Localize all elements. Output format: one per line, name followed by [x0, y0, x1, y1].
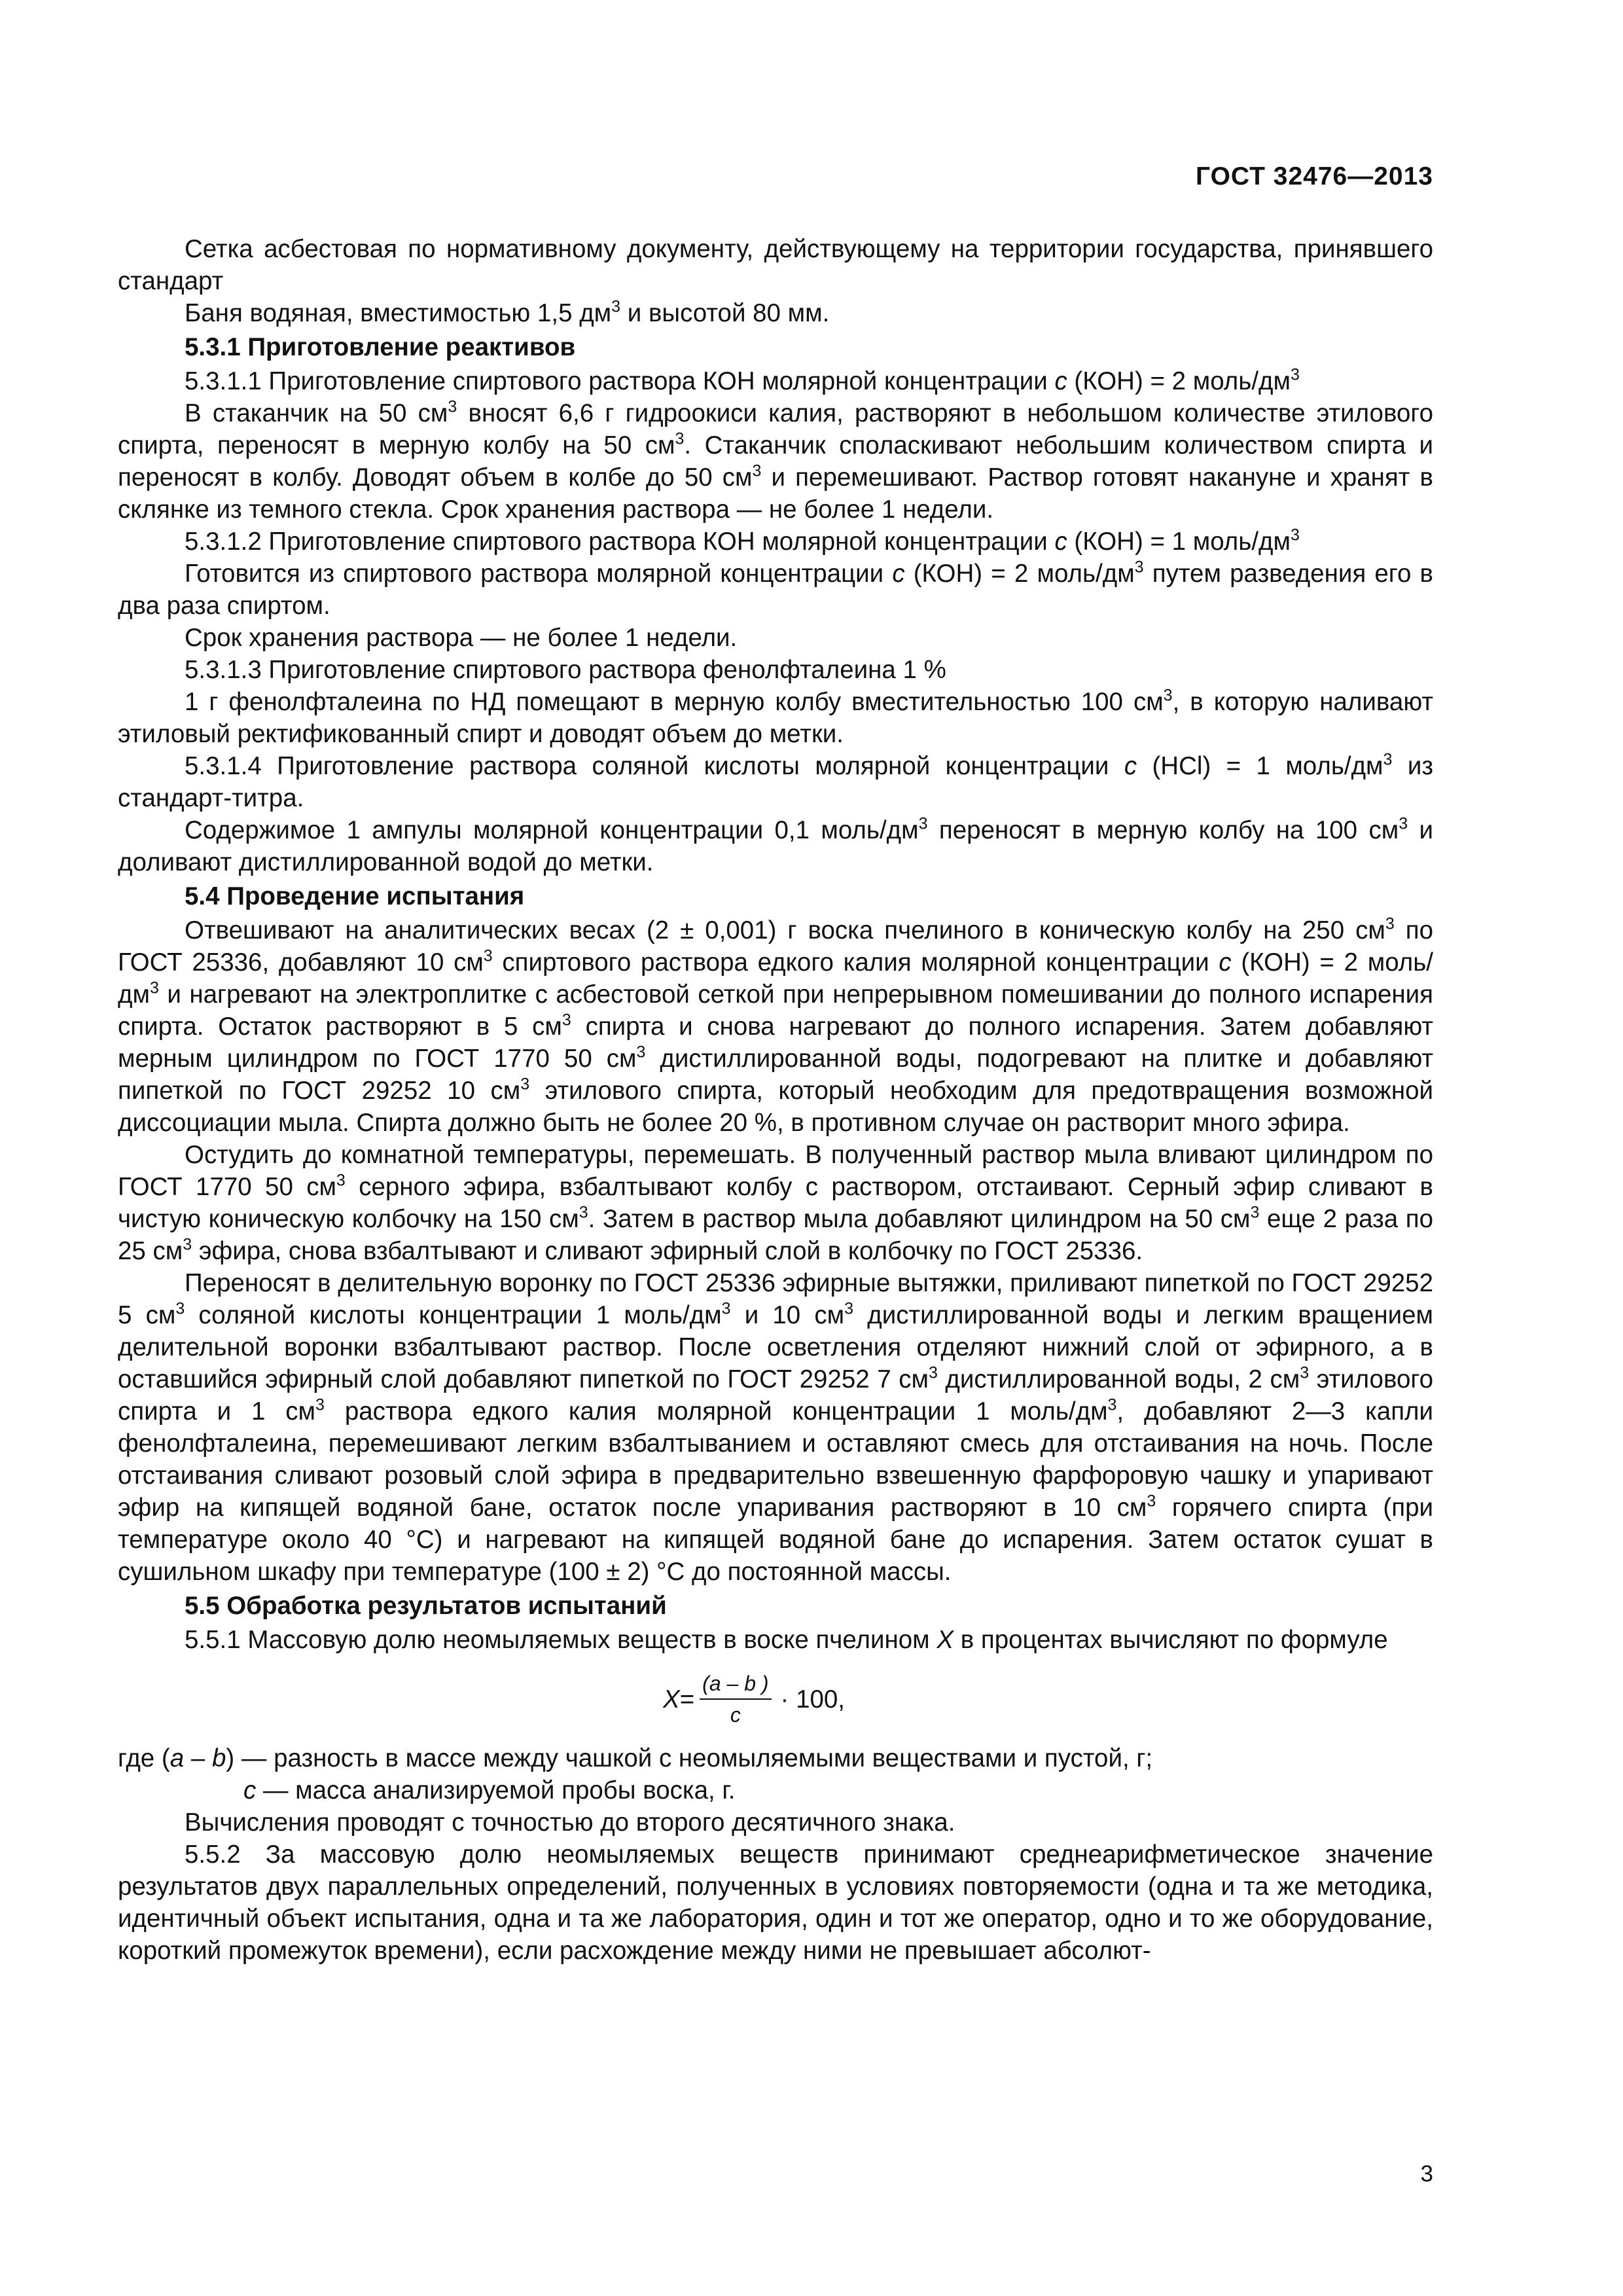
- formula-equals: =: [679, 1685, 695, 1713]
- page-number: 3: [1420, 2161, 1433, 2187]
- paragraph: 5.5.1 Массовую долю неомыляемых веществ в воске пчелином X в процентах вычисляют по формуле: [185, 1626, 1388, 1654]
- paragraph: 5.3.1.2 Приготовление спиртового раствора КОН молярной концентрации c (КОН) = 1 моль/$дм^3$: [185, 526, 1300, 556]
- section-heading: 5.5 Обработка результатов испытаний: [185, 1592, 667, 1620]
- paragraph: Баня водяная, вместимостью 1,5 $дм^3$ и высотой 80 мм.: [185, 297, 830, 327]
- paragraph: Переносят в делительную воронку по ГОСТ 25336 эфирные вытяжки, приливают пипеткой по ГОСТ 29252 5 $см^3$ соляной кислоты концентрации 1 моль/$дм^3$ и 10 $см^3$ дистиллированной воды и легким вращением делительной воронки взбалтывают раствор. После осветления отделяют нижний слой от эфирного, а в оставшийся эфирный слой добавляют пипеткой по ГОСТ 29252 7 $см^3$ дистиллированной воды, 2 $см^3$ этилового спирта и 1 $см^3$ раствора едкого калия молярной концентрации 1 моль/$дм^3$, добавляют 2—3 капли фенолфталеина, перемешивают легким взбалтыванием и оставляют смесь для отстаивания на ночь. После отстаивания сливают розовый слой эфира в предварительно взвешенную фарфоровую чашку и упаривают эфир на кипящей водяной бане, остаток после упаривания растворяют в 10 $см^3$ горячего спирта (при температуре около 40 °С) и нагревают на кипящей водяной бане до испарения. Затем остаток сушат в сушильном шкафу при температуре (100 ± 2) °С до постоянной массы.: [118, 1269, 1434, 1586]
- formula-denominator: c: [730, 1703, 741, 1727]
- paragraph: Остудить до комнатной температуры, перемешать. В полученный раствор мыла вливают цилиндром по ГОСТ 1770 50 $см^3$ серного эфира, взбалтывают колбу с раствором, отстаивают. Серный эфир сливают в чистую коническую колбочку на 150 $см^3$. Затем в раствор мыла добавляют цилиндром на 50 $см^3$ еще 2 раза по 25 $см^3$ эфира, снова взбалтывают и сливают эфирный слой в колбочку по ГОСТ 25336.: [118, 1141, 1433, 1265]
- paragraph: Отвешивают на аналитических весах (2 ± 0,001) г воска пчелиного в коническую колбу на 250 $см^3$ по ГОСТ 25336, добавляют 10 $см^3$ спиртового раствора едкого калия молярной концентрации c (КОН) = 2 моль/$дм^3$ и нагревают на электроплитке с асбестовой сеткой при непрерывном помешивании до полного испарения спирта. Остаток растворяют в 5 $см^3$ спирта и снова нагревают до полного испарения. Затем добавляют мерным цилиндром по ГОСТ 1770 50 $см^3$ дистиллированной воды, подогревают на плитке и добавляют пипеткой по ГОСТ 29252 10 $см^3$ этилового спирта, который необходим для предотвращения возможной диссоциации мыла. Спирта должно быть не более 20 %, в противном случае он растворит много эфира.: [118, 914, 1434, 1137]
- formula-fraction: [700, 1671, 771, 1727]
- formula-numerator: (a – b ): [700, 1671, 771, 1700]
- paragraph: 5.3.1.4 Приготовление раствора соляной кислоты молярной концентрации c (HCl) = 1 моль/$дм^3$ из стандарт-титра.: [118, 750, 1434, 812]
- section-heading: 5.4 Проведение испытания: [185, 882, 525, 910]
- formula-variable: X: [663, 1685, 680, 1713]
- paragraph: 5.3.1.1 Приготовление спиртового раствора КОН молярной концентрации c (КОН) = 2 моль/$дм^3$: [185, 365, 1300, 395]
- paragraph: 5.5.2 За массовую долю неомыляемых веществ принимают среднеарифметическое значение результатов двух параллельных определений, полученных в условиях повторяемости (одна и та же методика, идентичный объект испытания, одна и та же лаборатория, один и тот же оператор, одно и то же оборудование, короткий промежуток времени), если расхождение между ними не превышает абсолют-: [118, 1840, 1433, 1965]
- paragraph: 5.3.1.3 Приготовление спиртового раствора фенолфталеина 1 %: [185, 656, 946, 684]
- paragraph: Срок хранения раствора — не более 1 недели.: [185, 624, 738, 652]
- paragraph: Вычисления проводят с точностью до второго десятичного знака.: [185, 1808, 955, 1837]
- paragraph: Содержимое 1 ампулы молярной концентрации 0,1 моль/$дм^3$ переносят в мерную колбу на 100 $см^3$ и доливают дистиллированной водой до метки.: [118, 814, 1434, 876]
- paragraph: где (a – b) — разность в массе между чашкой с неомыляемыми веществами и пустой, г;: [118, 1744, 1153, 1772]
- paragraph: c — масса анализируемой пробы воска, г.: [243, 1776, 736, 1804]
- document-body: [118, 233, 1433, 1967]
- paragraph: 1 г фенолфталеина по НД помещают в мерную колбу вместительностью 100 $см^3$, в которую наливают этиловый ректификованный спирт и доводят объем до метки.: [118, 686, 1433, 748]
- paragraph: Готовится из спиртового раствора молярной концентрации c (КОН) = 2 моль/$дм^3$ путем разведения его в два раза спиртом.: [118, 558, 1433, 620]
- formula-multiplier: · 100,: [780, 1685, 845, 1713]
- paragraph: В стаканчик на 50 $см^3$ вносят 6,6 г гидроокиси калия, растворяют в небольшом количестве этилового спирта, переносят в мерную колбу на 50 $см^3$. Стаканчик споласкивают небольшим количеством спирта и переносят в колбу. Доводят объем в колбе до 50 $см^3$ и перемешивают. Раствор готовят накануне и хранят в склянке из темного стекла. Срок хранения раствора — не более 1 недели.: [118, 397, 1434, 524]
- paragraph: Сетка асбестовая по нормативному документу, действующему на территории государства, принявшего стандарт: [118, 235, 1433, 295]
- section-heading: 5.3.1 Приготовление реактивов: [185, 333, 576, 361]
- page-header: ГОСТ 32476—2013: [1196, 162, 1433, 190]
- formula: [118, 1656, 1433, 1742]
